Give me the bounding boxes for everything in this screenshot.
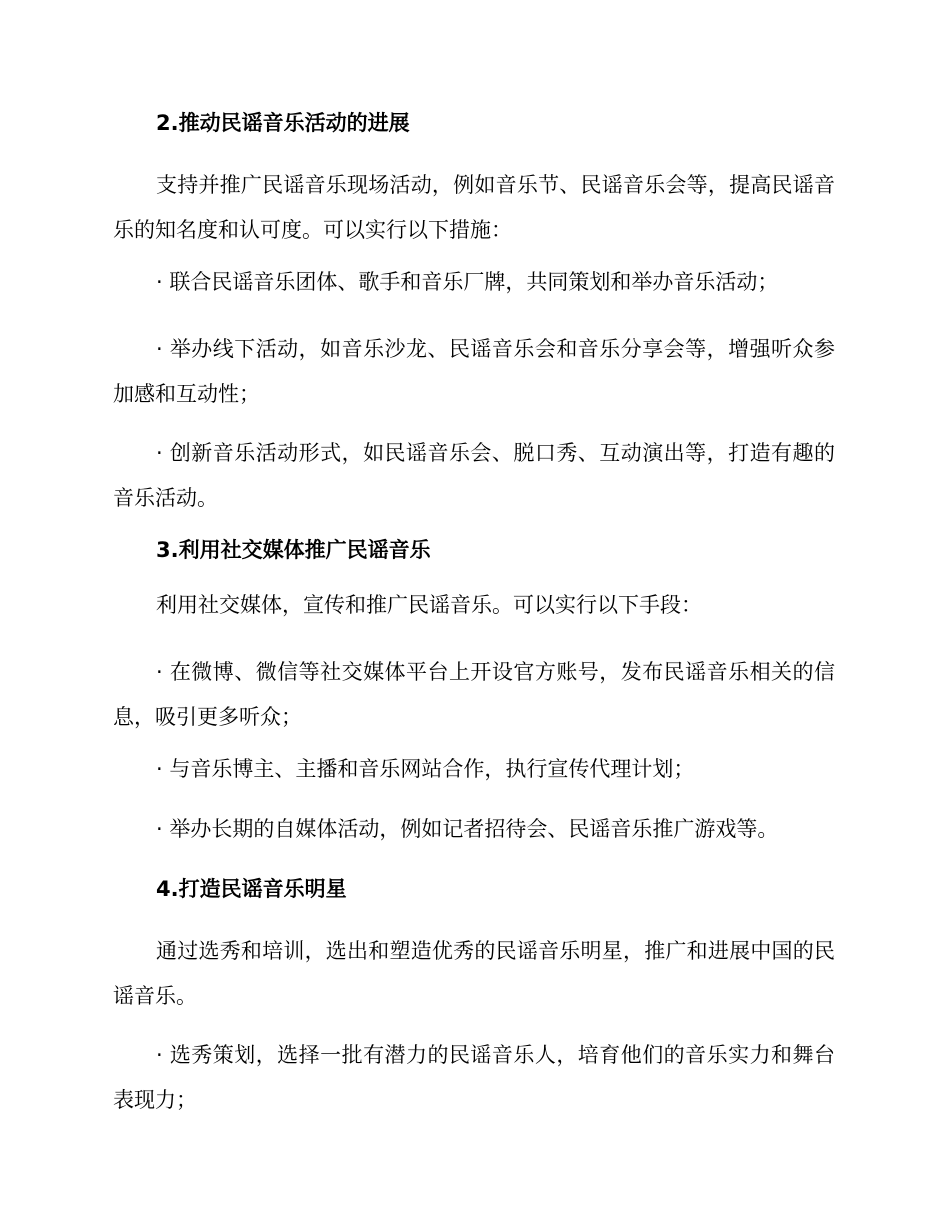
paragraph: 利用社交媒体，宣传和推广民谣音乐。可以实行以下手段：	[156, 593, 702, 617]
bullet-item: · 举办长期的自媒体活动，例如记者招待会、民谣音乐推广游戏等。	[156, 817, 779, 841]
paragraph: 通过选秀和培训，选出和塑造优秀的民谣音乐明星，推广和进展中国的民谣音乐。	[113, 939, 835, 1008]
paragraph: 支持并推广民谣音乐现场活动，例如音乐节、民谣音乐会等，提高民谣音乐的知名度和认可度。可以实行以下措施：	[113, 173, 835, 242]
bullet-item: · 举办线下活动，如音乐沙龙、民谣音乐会和音乐分享会等，增强听众参加感和互动性；	[113, 337, 835, 406]
bullet-item: · 选秀策划，选择一批有潜力的民谣音乐人，培育他们的音乐实力和舞台表现力；	[113, 1043, 835, 1112]
bullet-item: · 联合民谣音乐团体、歌手和音乐厂牌，共同策划和举办音乐活动；	[156, 270, 779, 294]
section-heading: 3.利用社交媒体推广民谣音乐	[156, 538, 431, 562]
bullet-item: · 创新音乐活动形式，如民谣音乐会、脱口秀、互动演出等，打造有趣的音乐活动。	[113, 441, 835, 510]
section-heading: 4.打造民谣音乐明星	[156, 877, 347, 901]
bullet-item: · 在微博、微信等社交媒体平台上开设官方账号，发布民谣音乐相关的信息，吸引更多听众；	[113, 660, 835, 729]
document-page	[113, 108, 835, 1137]
bullet-item: · 与音乐博主、主播和音乐网站合作，执行宣传代理计划；	[156, 757, 695, 781]
section-heading: 2.推动民谣音乐活动的进展	[156, 111, 410, 135]
